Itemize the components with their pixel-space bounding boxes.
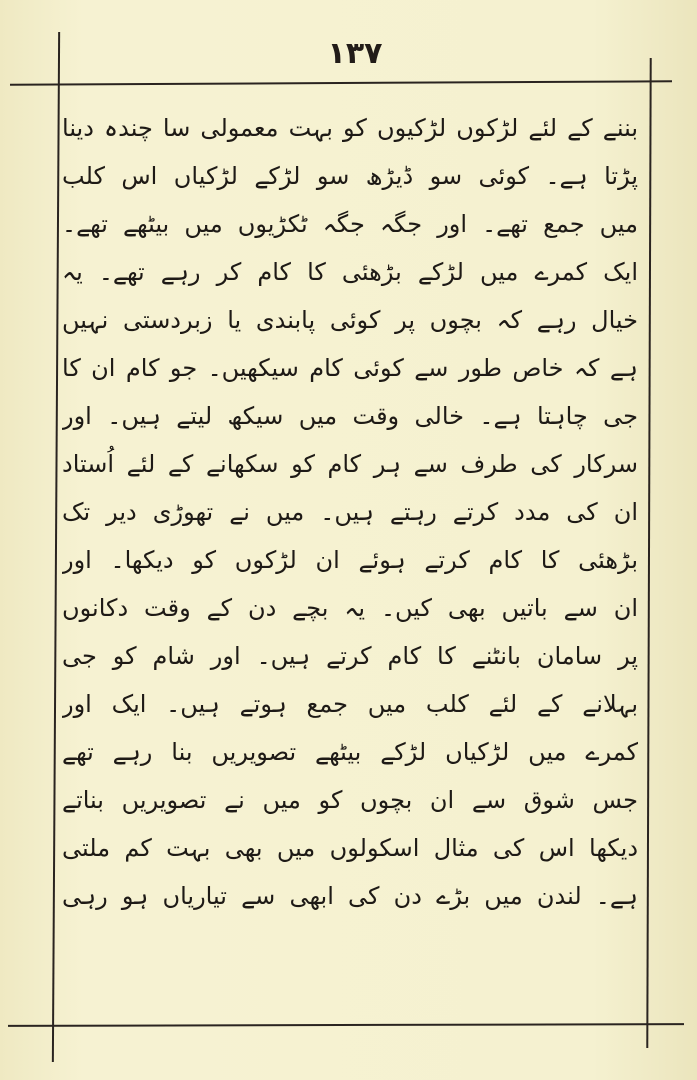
text-line: سرکار کی طرف سے ہر کام کو سکھانے کے لئے اُستاد [62, 450, 638, 478]
text-line: پڑتا ہے۔ کوئی سو ڈیڑھ سو لڑکے لڑکیاں اس کلب [62, 162, 638, 190]
text-line: پر سامان بانٹنے کا کام کرتے ہیں۔ اور شام کو جی [62, 642, 638, 670]
bottom-border-line [8, 1023, 684, 1027]
text-line: بننے کے لئے لڑکوں لڑکیوں کو بہت معمولی سا چندہ دینا [62, 114, 638, 142]
body-text [62, 104, 638, 1016]
right-border-line [646, 58, 651, 1048]
text-line: دیکھا اس کی مثال اسکولوں میں بھی بہت کم ملتی [62, 834, 638, 862]
text-line: ان کی مدد کرتے رہتے ہیں۔ میں نے تھوڑی دیر تک [62, 498, 638, 526]
text-line: ہے کہ خاص طور سے کوئی کام سیکھیں۔ جو کام ان کا [62, 354, 638, 382]
left-border-line [52, 32, 60, 1062]
text-line: جی چاہتا ہے۔ خالی وقت میں سیکھ لیتے ہیں۔ اور [62, 402, 638, 430]
text-line: خیال رہے کہ بچوں پر کوئی پابندی یا زبردستی نہیں [62, 306, 638, 334]
text-line: کمرے میں لڑکیاں لڑکے بیٹھے تصویریں بنا رہے تھے [62, 738, 638, 766]
text-line: ان سے باتیں بھی کیں۔ یہ بچے دن کے وقت دکانوں [62, 594, 638, 622]
text-line: ایک کمرے میں لڑکے بڑھئی کا کام کر رہے تھے۔ یہ [62, 258, 638, 286]
text-line: ہے۔ لندن میں بڑے دن کی ابھی سے تیاریاں ہو رہی [62, 882, 638, 910]
top-border-line [10, 80, 672, 85]
text-line: بہلانے کے لئے کلب میں جمع ہوتے ہیں۔ ایک اور [62, 690, 638, 718]
text-line: بڑھئی کا کام کرتے ہوئے ان لڑکوں کو دیکھا۔ اور [62, 546, 638, 574]
text-line: جس شوق سے ان بچوں کو میں نے تصویریں بناتے [62, 786, 638, 814]
text-line: میں جمع تھے۔ اور جگہ جگہ ٹکڑیوں میں بیٹھے تھے۔ [62, 210, 638, 238]
page-number: ۱۳۷ [327, 36, 383, 71]
